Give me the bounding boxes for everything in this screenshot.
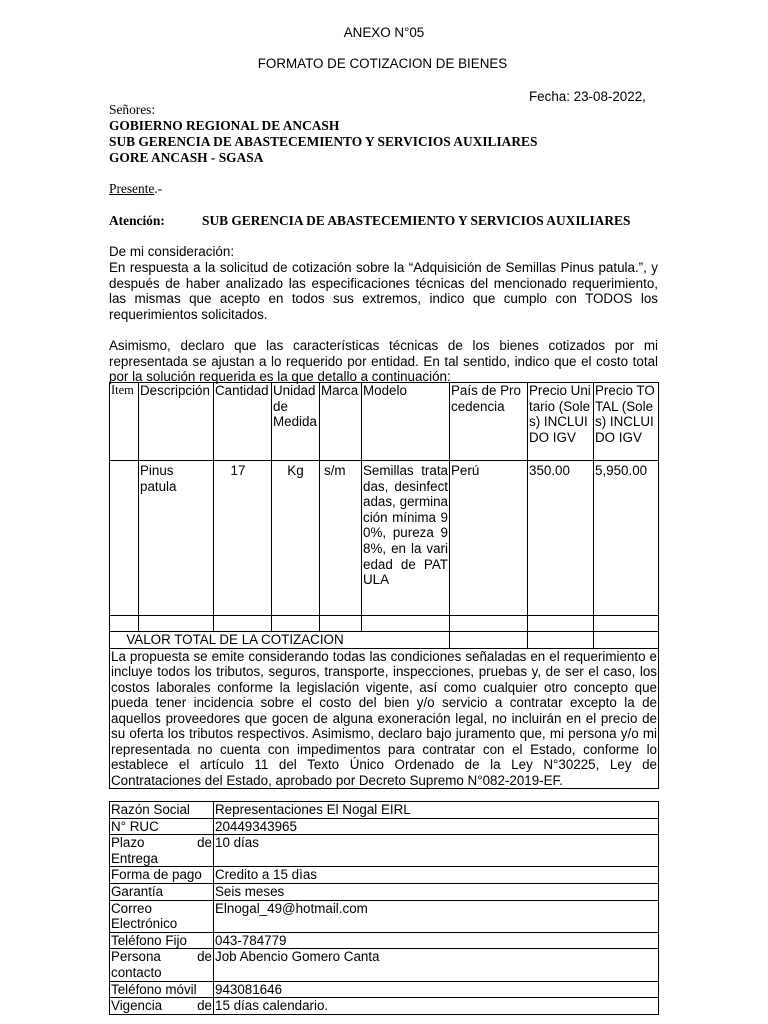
header-country: País de Procedencia [450, 383, 528, 461]
presente-word: Presente [109, 181, 155, 196]
row-description: Pinus patula [139, 461, 214, 616]
info-row [110, 998, 659, 1015]
addressee-line-1: GOBIERNO REGIONAL DE ANCASH [109, 118, 340, 133]
info-label: Persona de contacto [111, 949, 212, 980]
supplier-info-table [109, 801, 659, 1015]
info-label: Plazo de Entrega [111, 835, 212, 866]
total-label: VALOR TOTAL DE LA COTIZACION [110, 632, 450, 649]
annex-title: ANEXO N°05 [343, 25, 425, 40]
form-title: FORMATO DE COTIZACION DE BIENES [257, 56, 508, 71]
info-row [110, 981, 659, 998]
attention-label: Atención: [109, 213, 165, 228]
row-unit-price: 350.00 [528, 461, 594, 616]
total-value [594, 632, 659, 649]
declaration-text: La propuesta se emite considerando todas las condiciones señaladas en el requerimiento e incluye todos los tributos, seguros, transporte, inspecciones, pruebas y, de ser el caso, los costos laborales conforme la legislación vigente, así como cualquier otro concepto que pueda tener incidencia sobre el costo del bien y/o servicio a contratar excepto la de aquellos proveedores que gocen de alguna exoneración legal, no incluirán en el precio de su oferta los tributos respectivos. Asimismo, declaro bajo juramento que, mi persona y/o mi representada no cuenta con impedimentos para contratar con el Estado, conforme lo establece el artículo 11 del Texto Único Ordenado de la Ley N°30225, Ley de Contrataciones del Estado, aprobado por Decreto Supremo N°082-2019-EF. [111, 648, 657, 788]
row-item [110, 461, 139, 616]
info-value: Representaciones El Nogal EIRL [214, 802, 659, 819]
info-label: N° RUC [110, 818, 214, 835]
row-unit: Kg [272, 461, 320, 616]
header-total-price: Precio TOTAL (Soles) INCLUIDO IGV [594, 383, 659, 461]
header-description: Descripción [139, 383, 214, 461]
salutation: Señores: [109, 102, 156, 117]
info-row [110, 949, 659, 981]
info-value: 943081646 [214, 981, 659, 998]
row-brand: s/m [320, 461, 362, 616]
row-model: Semillas tratadas, desinfectadas, germinación mínima 90%, pureza 98%, en la variedad de PATULA [362, 461, 450, 616]
info-row [110, 818, 659, 835]
info-label: Razón Social [110, 802, 214, 819]
items-table [109, 382, 659, 789]
info-row [110, 932, 659, 949]
attention-value: SUB GERENCIA DE ABASTECEMIENTO Y SERVICIOS AUXILIARES [202, 213, 631, 228]
info-row [110, 867, 659, 884]
total-row [110, 632, 659, 649]
info-label: Teléfono Fijo [110, 932, 214, 949]
table-row [110, 461, 659, 616]
info-label: Forma de pago [110, 867, 214, 884]
info-value: Job Abencio Gomero Canta [214, 949, 659, 981]
info-value: 15 días calendario. [214, 998, 659, 1015]
date: Fecha: 23-08-2022, [529, 89, 646, 104]
info-row [110, 835, 659, 867]
row-country: Perú [450, 461, 528, 616]
paragraph-2: Asimismo, declaro que las características técnicas de los bienes cotizados por mi representada se ajustan a lo requerido por entidad. En tal sentido, indico que el costo total por la solución requerida es la que detallo a continuación: [109, 338, 658, 385]
row-quantity: 17 [214, 461, 272, 616]
header-item: Item [110, 383, 139, 461]
info-value: 20449343965 [214, 818, 659, 835]
info-label: Correo Electrónico [110, 900, 214, 932]
empty-row [110, 616, 659, 632]
declaration-row [110, 648, 659, 789]
presente [109, 181, 162, 197]
presente-suffix: .- [154, 181, 163, 196]
info-row [110, 802, 659, 819]
info-value: 10 días [214, 835, 659, 867]
addressee-line-3: GORE ANCASH - SGASA [109, 150, 264, 165]
info-label: Vigencia de [111, 998, 212, 1014]
paragraph-1: En respuesta a la solicitud de cotización sobre la “Adquisición de Semillas Pinus patula.”, y después de haber analizado las especificaciones técnicas del mencionado requerimiento, las mismas que acepto en todos sus extremos, indico que cumplo con TODOS los requerimientos solicitados. [109, 260, 658, 322]
info-value: Seis meses [214, 883, 659, 900]
header-quantity: Cantidad [214, 383, 272, 461]
header-model: Modelo [362, 383, 450, 461]
row-total-price: 5,950.00 [594, 461, 659, 616]
items-header-row [110, 383, 659, 461]
header-unit-price: Precio Unitario (Soles) INCLUIDO IGV [528, 383, 594, 461]
info-label: Teléfono móvil [110, 981, 214, 998]
info-row [110, 883, 659, 900]
info-value: Credito a 15 dìas [214, 867, 659, 884]
info-value: 043-784779 [214, 932, 659, 949]
header-unit: Unidad de Medida [272, 383, 320, 461]
greeting: De mi consideración: [109, 244, 235, 259]
header-brand: Marca [320, 383, 362, 461]
info-value: Elnogal_49@hotmail.com [214, 900, 659, 932]
info-label: Garantía [110, 883, 214, 900]
info-row [110, 900, 659, 932]
addressee-line-2: SUB GERENCIA DE ABASTECEMIENTO Y SERVICIOS AUXILIARES [109, 134, 538, 149]
